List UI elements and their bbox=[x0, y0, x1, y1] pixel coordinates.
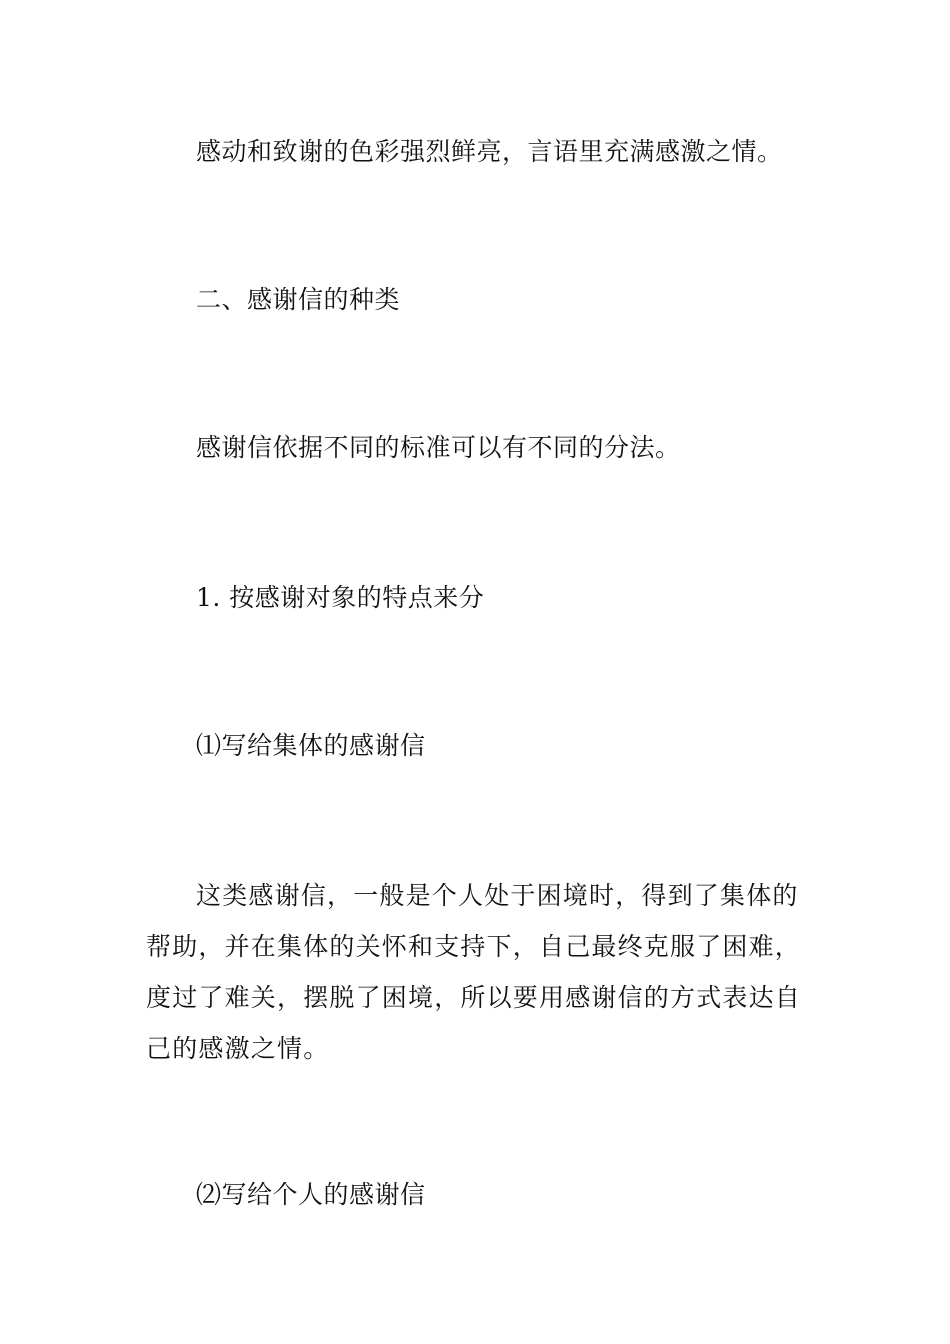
item-heading-individual: ⑵写给个人的感谢信 bbox=[196, 1180, 426, 1209]
paragraph-collective bbox=[146, 870, 811, 1074]
paragraph-line: 己的感激之情。 bbox=[146, 1034, 330, 1063]
text-line-closing-sentence: 感动和致谢的色彩强烈鲜亮，言语里充满感激之情。 bbox=[196, 137, 783, 166]
section-heading-types: 二、感谢信的种类 bbox=[196, 285, 401, 314]
subsection-heading-by-recipient: 1. 按感谢对象的特点来分 bbox=[196, 583, 485, 612]
item-heading-collective: ⑴写给集体的感谢信 bbox=[196, 731, 426, 760]
paragraph-line: 这类感谢信，一般是个人处于困境时，得到了集体的 bbox=[196, 881, 799, 910]
paragraph-line: 帮助，并在集体的关怀和支持下，自己最终克服了困难， bbox=[146, 932, 802, 961]
paragraph-line: 度过了难关，摆脱了困境，所以要用感谢信的方式表达自 bbox=[146, 983, 802, 1012]
text-line-classification: 感谢信依据不同的标准可以有不同的分法。 bbox=[196, 433, 681, 462]
